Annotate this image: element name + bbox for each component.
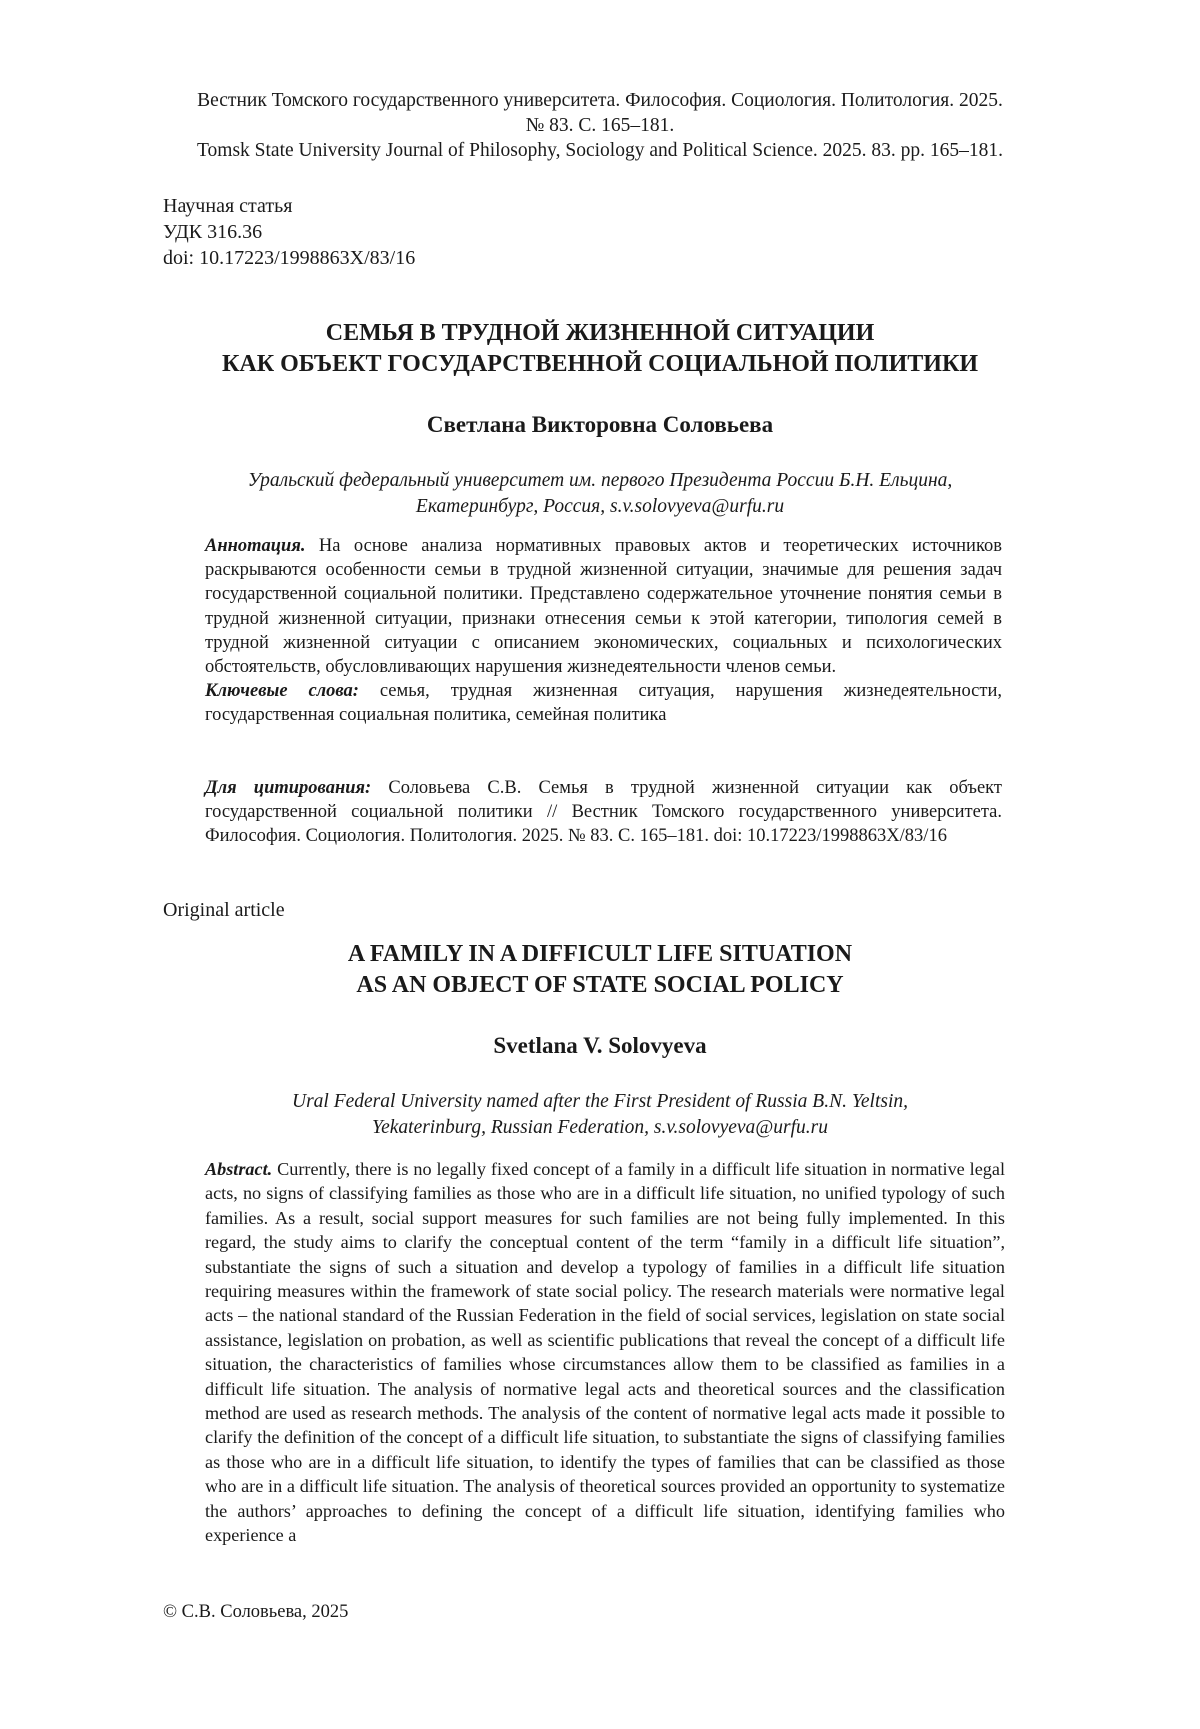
title-en-line2: AS AN OBJECT OF STATE SOCIAL POLICY — [356, 972, 844, 998]
title-ru-line2: КАК ОБЪЕКТ ГОСУДАРСТВЕННОЙ СОЦИАЛЬНОЙ ПОЛИТИКИ — [221, 351, 979, 377]
author-en: Svetlana V. Solovyeva — [493, 1033, 707, 1058]
copyright: © С.В. Соловьева, 2025 — [163, 1602, 349, 1622]
affiliation-en-line1: Ural Federal University named after the First President of Russia B.N. Yeltsin, — [291, 1091, 908, 1112]
article-type-en: Original article — [163, 899, 285, 921]
doi: doi: 10.17223/1998863X/83/16 — [163, 247, 416, 269]
keywords-ru-label: Ключевые слова: — [205, 681, 359, 702]
journal-citation-en: Tomsk State University Journal of Philosophy, Sociology and Political Science. 2025. 83. pp. 165–181. — [196, 140, 1003, 161]
journal-citation-ru-line1: Вестник Томского государственного университета. Философия. Социология. Политология. 2025. — [197, 90, 1003, 111]
abstract-en — [205, 1157, 1005, 1548]
citation-ru — [205, 776, 1002, 849]
affiliation-en — [100, 1089, 1100, 1141]
citation-ru-text: Соловьева С.В. Семья в трудной жизненной ситуации как объект государственной социальной политики // Вестник Томского государственного университета. Философия. Социология. Политология. 2025. № 83. С. 165–181. doi: 10.17223/1998863X/83/16 — [205, 778, 1003, 847]
title-ru-line1: СЕМЬЯ В ТРУДНОЙ ЖИЗНЕННОЙ СИТУАЦИИ — [325, 320, 875, 346]
affiliation-ru — [100, 468, 1100, 520]
journal-header — [150, 88, 1050, 163]
affiliation-ru-line1: Уральский федеральный университет им. первого Президента России Б.Н. Ельцина, — [247, 470, 953, 491]
article-type: Научная статья — [163, 195, 293, 217]
abstract-ru-text: На основе анализа нормативных правовых актов и теоретических источников раскрываются особенности семьи в трудной жизненной ситуации, значимые для решения задач государственной социальной политики. Представлено содержательное уточнение понятия семьи в трудной жизненной ситуации, признаки отнесения семьи к этой категории, типология семей в трудной жизненной ситуации с описанием экономических, социальных и психологических обстоятельств, обусловливающих нарушения жизнедеятельности членов семьи. — [205, 536, 1002, 678]
abstract-ru — [205, 534, 1002, 728]
article-meta — [163, 193, 415, 271]
abstract-ru-label: Аннотация. — [205, 536, 306, 556]
abstract-en-text: Currently, there is no legally fixed concept of a family in a difficult life situation in normative legal acts, no signs of classifying families as those who are in a difficult life situation, no unified typology of such families. As a result, social support measures for such families are not being fully implemented. In this regard, the study aims to clarify the conceptual content of the term “family in a difficult life situation”, substantiate the signs of such a situation and develop a typology of families in a difficult life situation requiring measures within the framework of state social policy. The research materials were normative legal acts – the national standard of the Russian Federation in the field of social services, legislation on state social assistance, legislation on probation, as well as scientific publications that reveal the concept of a difficult life situation, the characteristics of families whose circumstances allow them to be classified as families in a difficult life situation. The analysis of normative legal acts and theoretical sources and the classification method are used as research methods. The analysis of the content of normative legal acts made it possible to clarify the definition of the concept of a difficult life situation, to substantiate the signs of classifying families as those who are in a difficult life situation, to identify the types of families that can be classified as those who are in a difficult life situation. The analysis of theoretical sources provided an opportunity to systematize the authors’ approaches to defining the concept of a difficult life situation, identifying families who experience a — [205, 1159, 1006, 1546]
affiliation-ru-line2: Екатеринбург, Россия, s.v.solovyeva@urfu.ru — [415, 496, 785, 517]
keywords-ru-text: семья, трудная жизненная ситуация, нарушения жизнедеятельности, государственная социальная политика, семейная политика — [205, 681, 1002, 726]
title-ru — [100, 318, 1100, 380]
abstract-en-label: Abstract. — [205, 1159, 273, 1179]
author-ru: Светлана Викторовна Соловьева — [426, 412, 774, 437]
title-en-line1: A FAMILY IN A DIFFICULT LIFE SITUATION — [347, 941, 853, 967]
affiliation-en-line2: Yekaterinburg, Russian Federation, s.v.solovyeva@urfu.ru — [372, 1117, 828, 1138]
citation-ru-label: Для цитирования: — [205, 778, 372, 798]
udk-code: УДК 316.36 — [163, 221, 263, 243]
title-en — [100, 939, 1100, 1001]
journal-citation-ru-line2: № 83. С. 165–181. — [525, 115, 675, 136]
